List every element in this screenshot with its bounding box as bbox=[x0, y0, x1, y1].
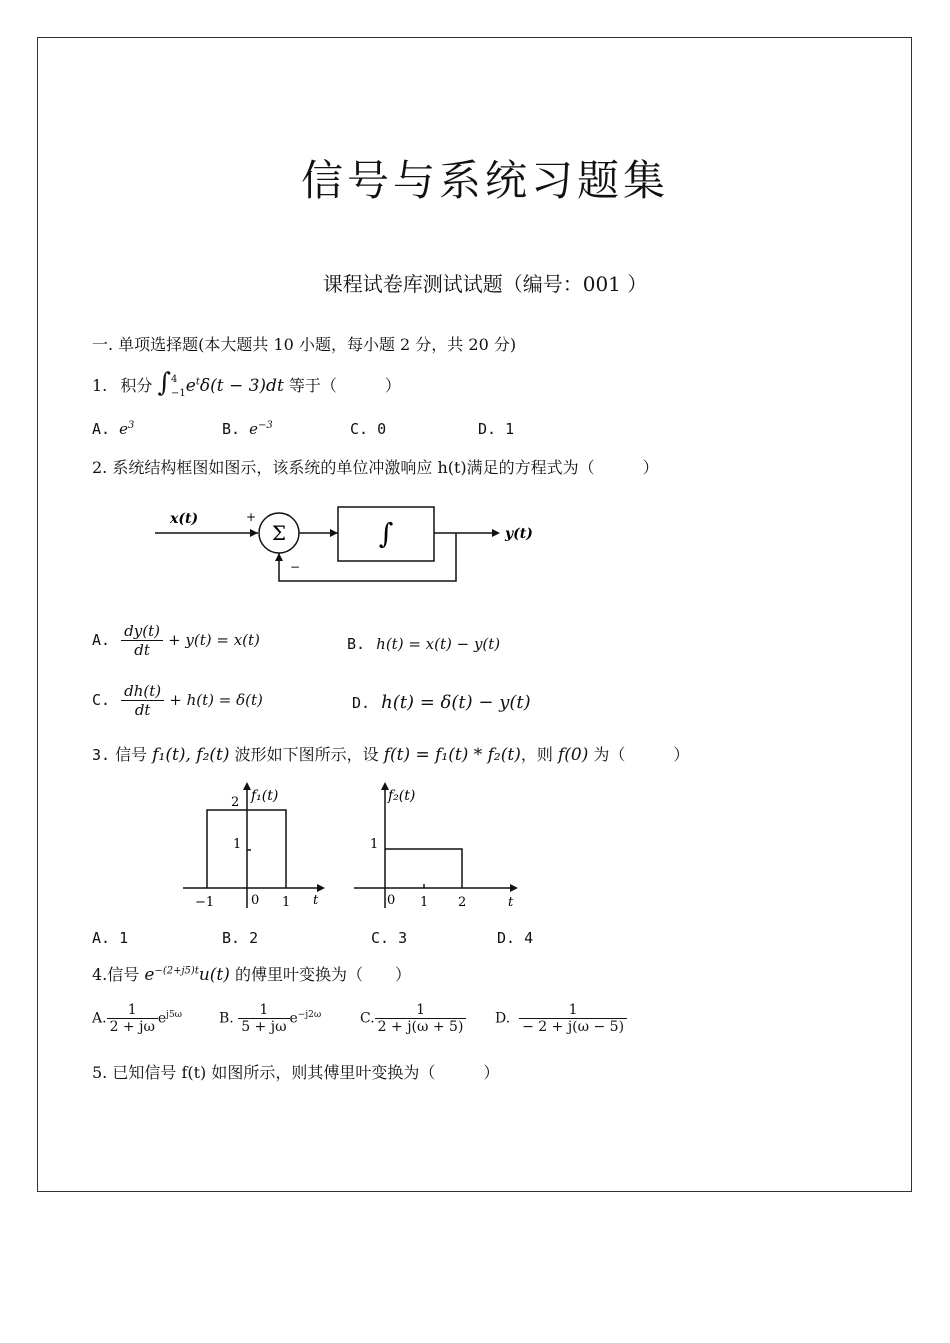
q1-expr-base: e bbox=[185, 376, 196, 396]
q1-option-b-label: B. bbox=[222, 420, 241, 438]
f1-tick-label-pos1: 1 bbox=[282, 895, 291, 910]
q1-number: 1. bbox=[92, 376, 108, 395]
diagram-input-label: x(t) bbox=[170, 511, 199, 527]
q1-option-b bbox=[222, 420, 273, 438]
q2-option-c-label: C. bbox=[92, 691, 111, 709]
q1-suffix: 等于（ ） bbox=[288, 376, 401, 395]
integral-sign: ∫ bbox=[157, 368, 172, 398]
output-arrow-icon bbox=[492, 529, 500, 537]
q2-option-b-expr: h(t) = x(t) − y(t) bbox=[376, 635, 501, 653]
q2-option-b bbox=[347, 634, 500, 653]
exam-subtitle: 课程试卷库测试试题（编号：001 ） bbox=[322, 272, 648, 296]
q4-option-b bbox=[219, 1002, 321, 1035]
q4-option-a-den: 2 + jω bbox=[109, 1019, 155, 1035]
q4-exponent: −(2+j5)t bbox=[154, 965, 199, 977]
q1-lower-limit: −1 bbox=[171, 387, 186, 399]
q1-expr-sup: t bbox=[195, 376, 200, 388]
q4-option-a bbox=[92, 1002, 182, 1035]
q4-option-a-tail: e bbox=[157, 1010, 167, 1027]
feedback-arrow-icon bbox=[275, 553, 283, 561]
f1-label: f₁(t) bbox=[251, 788, 279, 804]
q4-option-c bbox=[360, 1002, 466, 1035]
q3-text-d: 为（ ） bbox=[593, 745, 690, 764]
f1-y-axis-arrow-icon bbox=[243, 782, 251, 790]
page-title: 信号与系统习题集 bbox=[300, 156, 669, 205]
diagram-output-label: y(t) bbox=[505, 526, 533, 542]
feedback-path bbox=[279, 533, 456, 581]
diagram-minus-sign: − bbox=[290, 560, 301, 574]
f1-axis-label: t bbox=[313, 893, 319, 908]
q4-option-d bbox=[495, 1002, 627, 1035]
sum-symbol: Σ bbox=[271, 521, 287, 545]
q3-text-b: 波形如下图所示，设 bbox=[234, 745, 379, 764]
q2-option-a bbox=[92, 622, 260, 659]
q2-option-d bbox=[352, 692, 531, 713]
q1-option-a-label: A. bbox=[92, 420, 111, 438]
q4-option-b-tail-sup: −j2ω bbox=[297, 1009, 322, 1020]
plot-f2 bbox=[350, 778, 530, 913]
q3-signals: f₁(t), f₂(t) bbox=[152, 745, 230, 765]
input-arrow-icon bbox=[250, 529, 258, 537]
q4-option-c-label: C. bbox=[360, 1010, 375, 1027]
section-heading: 一. 单项选择题(本大题共 10 小题，每小题 2 分，共 20 分) bbox=[92, 335, 517, 354]
diagram-plus-sign: + bbox=[246, 510, 257, 524]
q2-option-d-label: D. bbox=[352, 694, 371, 712]
q3-f0: f(0) bbox=[557, 745, 589, 765]
q2-option-a-rest: + y(t) = x(t) bbox=[168, 631, 260, 649]
q2-option-d-expr: h(t) = δ(t) − y(t) bbox=[381, 692, 531, 713]
q2-option-b-label: B. bbox=[347, 635, 366, 653]
f2-t-axis-arrow-icon bbox=[510, 884, 518, 892]
q3-option-d: D. 4 bbox=[497, 929, 534, 947]
q2-option-a-num: dy(t) bbox=[121, 622, 163, 641]
q1-upper-limit: 4 bbox=[171, 373, 178, 385]
q3-convolution: f(t) = f₁(t) * f₂(t) bbox=[383, 745, 521, 765]
q1-prefix: 积分 bbox=[120, 376, 153, 395]
block-arrow-icon bbox=[330, 529, 338, 537]
q3-option-a: A. 1 bbox=[92, 929, 129, 947]
q1-option-b-sup: −3 bbox=[257, 420, 273, 431]
q2-option-a-label: A. bbox=[92, 631, 111, 649]
q4-option-a-tail-sup: j5ω bbox=[166, 1009, 183, 1020]
q2-option-c-num: dh(t) bbox=[121, 682, 164, 701]
q3-text-a: 信号 bbox=[115, 745, 148, 764]
q1-option-d: D. 1 bbox=[478, 420, 515, 438]
f2-tick-label-0: 0 bbox=[387, 893, 396, 908]
q4-option-a-label: A. bbox=[92, 1010, 107, 1027]
q3-number: 3. bbox=[92, 746, 111, 764]
f2-tick-label-1-y: 1 bbox=[370, 837, 379, 852]
q4-option-d-num: 1 bbox=[519, 1002, 627, 1019]
question-5: 5. 已知信号 f(t) 如图所示，则其傅里叶变换为（ ） bbox=[92, 1063, 500, 1082]
q3-text-c: ，则 bbox=[520, 745, 553, 764]
question-2: 2. 系统结构框图如图示，该系统的单位冲激响应 h(t)满足的方程式为（ ） bbox=[92, 458, 659, 477]
f1-t-axis-arrow-icon bbox=[317, 884, 325, 892]
q2-option-a-den: dt bbox=[134, 641, 150, 659]
f2-axis-label: t bbox=[508, 895, 514, 910]
q4-option-c-num: 1 bbox=[375, 1002, 467, 1019]
integrator-symbol: ∫ bbox=[378, 517, 394, 550]
q4-base: e bbox=[144, 965, 155, 985]
f2-label: f₂(t) bbox=[388, 788, 416, 804]
q1-option-a-sup: 3 bbox=[127, 420, 135, 431]
q4-option-a-num: 1 bbox=[107, 1002, 158, 1019]
f2-tick-label-2: 2 bbox=[458, 895, 467, 910]
block-diagram bbox=[150, 495, 550, 590]
f2-waveform bbox=[385, 849, 462, 888]
f2-tick-label-1: 1 bbox=[420, 895, 429, 910]
q4-prefix: 4.信号 bbox=[92, 965, 140, 984]
q4-option-d-den: − 2 + j(ω − 5) bbox=[522, 1019, 625, 1035]
f1-tick-label-neg1: −1 bbox=[195, 895, 215, 910]
q4-option-b-den: 5 + jω bbox=[241, 1019, 287, 1035]
q1-option-c: C. 0 bbox=[350, 420, 387, 438]
q3-option-c: C. 3 bbox=[371, 929, 408, 947]
q2-option-c-den: dt bbox=[134, 701, 151, 719]
q4-option-d-label: D. bbox=[495, 1010, 511, 1027]
q4-rest: u(t) bbox=[198, 965, 230, 985]
q1-expr-rest: δ(t − 3)dt bbox=[199, 376, 284, 396]
q2-option-c bbox=[92, 682, 263, 719]
q4-option-b-tail: e bbox=[289, 1010, 298, 1027]
question-1 bbox=[92, 368, 401, 401]
q1-integral bbox=[157, 368, 284, 399]
q1-option-a bbox=[92, 420, 134, 438]
f1-tick-label-2: 2 bbox=[231, 795, 240, 810]
question-4 bbox=[92, 962, 411, 985]
f1-tick-label-1: 1 bbox=[233, 837, 242, 852]
f1-tick-label-0: 0 bbox=[251, 893, 260, 908]
q4-suffix: 的傅里叶变换为（ ） bbox=[234, 965, 411, 984]
q4-option-b-num: 1 bbox=[238, 1002, 289, 1019]
q4-option-c-den: 2 + j(ω + 5) bbox=[377, 1019, 464, 1035]
q4-option-b-label: B. bbox=[219, 1010, 234, 1027]
q3-option-b: B. 2 bbox=[222, 929, 259, 947]
q1-option-a-base: e bbox=[119, 420, 128, 438]
q2-option-c-rest: + h(t) = δ(t) bbox=[169, 691, 263, 709]
plot-f1 bbox=[175, 778, 335, 913]
q1-option-b-base: e bbox=[249, 420, 258, 438]
question-3 bbox=[92, 742, 689, 765]
